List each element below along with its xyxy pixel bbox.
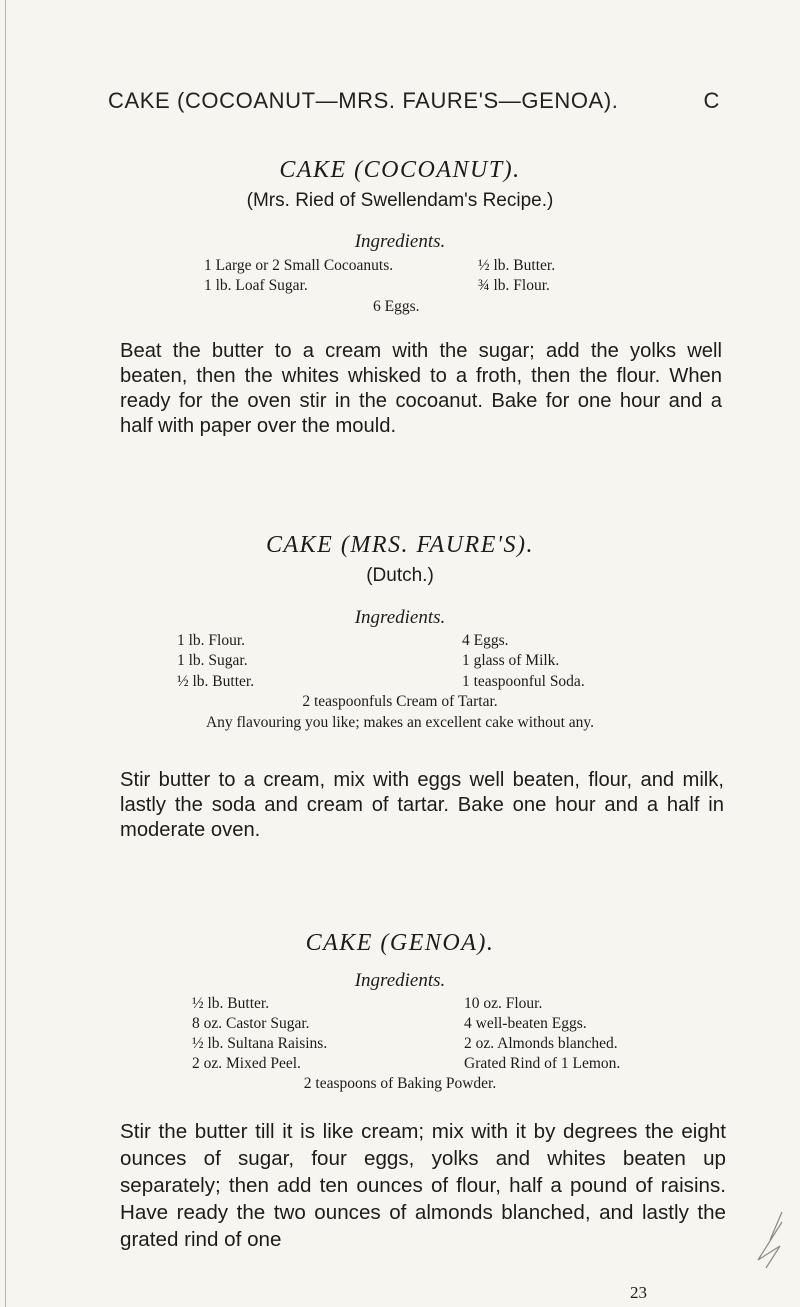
running-header-section: C [703, 88, 720, 113]
recipe-subtitle: (Mrs. Ried of Swellendam's Recipe.) [246, 190, 554, 211]
ingredient: 1 glass of Milk. [462, 652, 560, 669]
recipe-method [120, 339, 722, 439]
ingredient: 1 lb. Sugar. [177, 652, 248, 669]
ingredient: 1 Large or 2 Small Cocoanuts. [204, 257, 394, 274]
page-number: 23 [630, 1283, 647, 1302]
ingredients-heading: Ingredients. [354, 970, 446, 991]
recipe-title: CAKE (MRS. FAURE'S). [266, 532, 534, 558]
ingredient-note: Any flavouring you like; makes an excellent cake without any. [205, 714, 595, 731]
ingredient: 10 oz. Flour. [464, 995, 543, 1012]
recipe-title: CAKE (COCOANUT). [279, 157, 521, 183]
method-paragraph: Stir butter to a cream, mix with eggs well beaten, flour, and milk, lastly the soda and cream of tartar. Bake one hour and a half in moderate oven. [120, 769, 724, 841]
ingredient: ½ lb. Butter. [192, 995, 270, 1012]
ingredient: Grated Rind of 1 Lemon. [464, 1055, 621, 1072]
ingredient: 2 oz. Almonds blanched. [464, 1035, 618, 1052]
recipe-method [120, 768, 724, 843]
ingredient: 6 Eggs. [373, 298, 420, 315]
ingredient: 1 lb. Loaf Sugar. [204, 277, 308, 294]
ingredient: ¾ lb. Flour. [478, 277, 550, 294]
ingredient: 8 oz. Castor Sugar. [192, 1015, 310, 1032]
ingredient: 1 teaspoonful Soda. [462, 673, 585, 690]
ingredient: 4 well-beaten Eggs. [464, 1015, 587, 1032]
recipe-method [120, 1118, 726, 1253]
ingredient: 4 Eggs. [462, 632, 509, 649]
method-paragraph: Stir the butter till it is like cream; mix with it by degrees the eight ounces of sugar, four eggs, yolks and whites beaten up separately; then add ten ounces of flour, half a pound of raisins. Have ready the two ounces of almonds blanched, and lastly the grated rind of one [120, 1120, 726, 1251]
method-paragraph: Beat the butter to a cream with the sugar; add the yolks well beaten, then the whites whisked to a froth, then the flour. When ready for the oven stir in the cocoanut. Bake for one hour and a half with paper over the mould. [120, 340, 722, 437]
ingredient: ½ lb. Butter. [478, 257, 556, 274]
ingredient: ½ lb. Butter. [177, 673, 255, 690]
ingredients-heading: Ingredients. [354, 607, 446, 628]
ingredients-heading: Ingredients. [354, 231, 446, 252]
ingredient: 2 oz. Mixed Peel. [192, 1055, 301, 1072]
pencil-mark-icon [752, 1210, 796, 1270]
ingredient: 2 teaspoons of Baking Powder. [303, 1075, 497, 1092]
recipe-subtitle: (Dutch.) [366, 565, 434, 586]
recipe-title: CAKE (GENOA). [305, 930, 495, 956]
running-header [108, 88, 720, 114]
ingredient: 1 lb. Flour. [177, 632, 246, 649]
ingredient: ½ lb. Sultana Raisins. [192, 1035, 328, 1052]
running-header-title: CAKE (COCOANUT—MRS. FAURE'S—GENOA). [108, 88, 619, 113]
ingredient: 2 teaspoonfuls Cream of Tartar. [302, 693, 498, 710]
